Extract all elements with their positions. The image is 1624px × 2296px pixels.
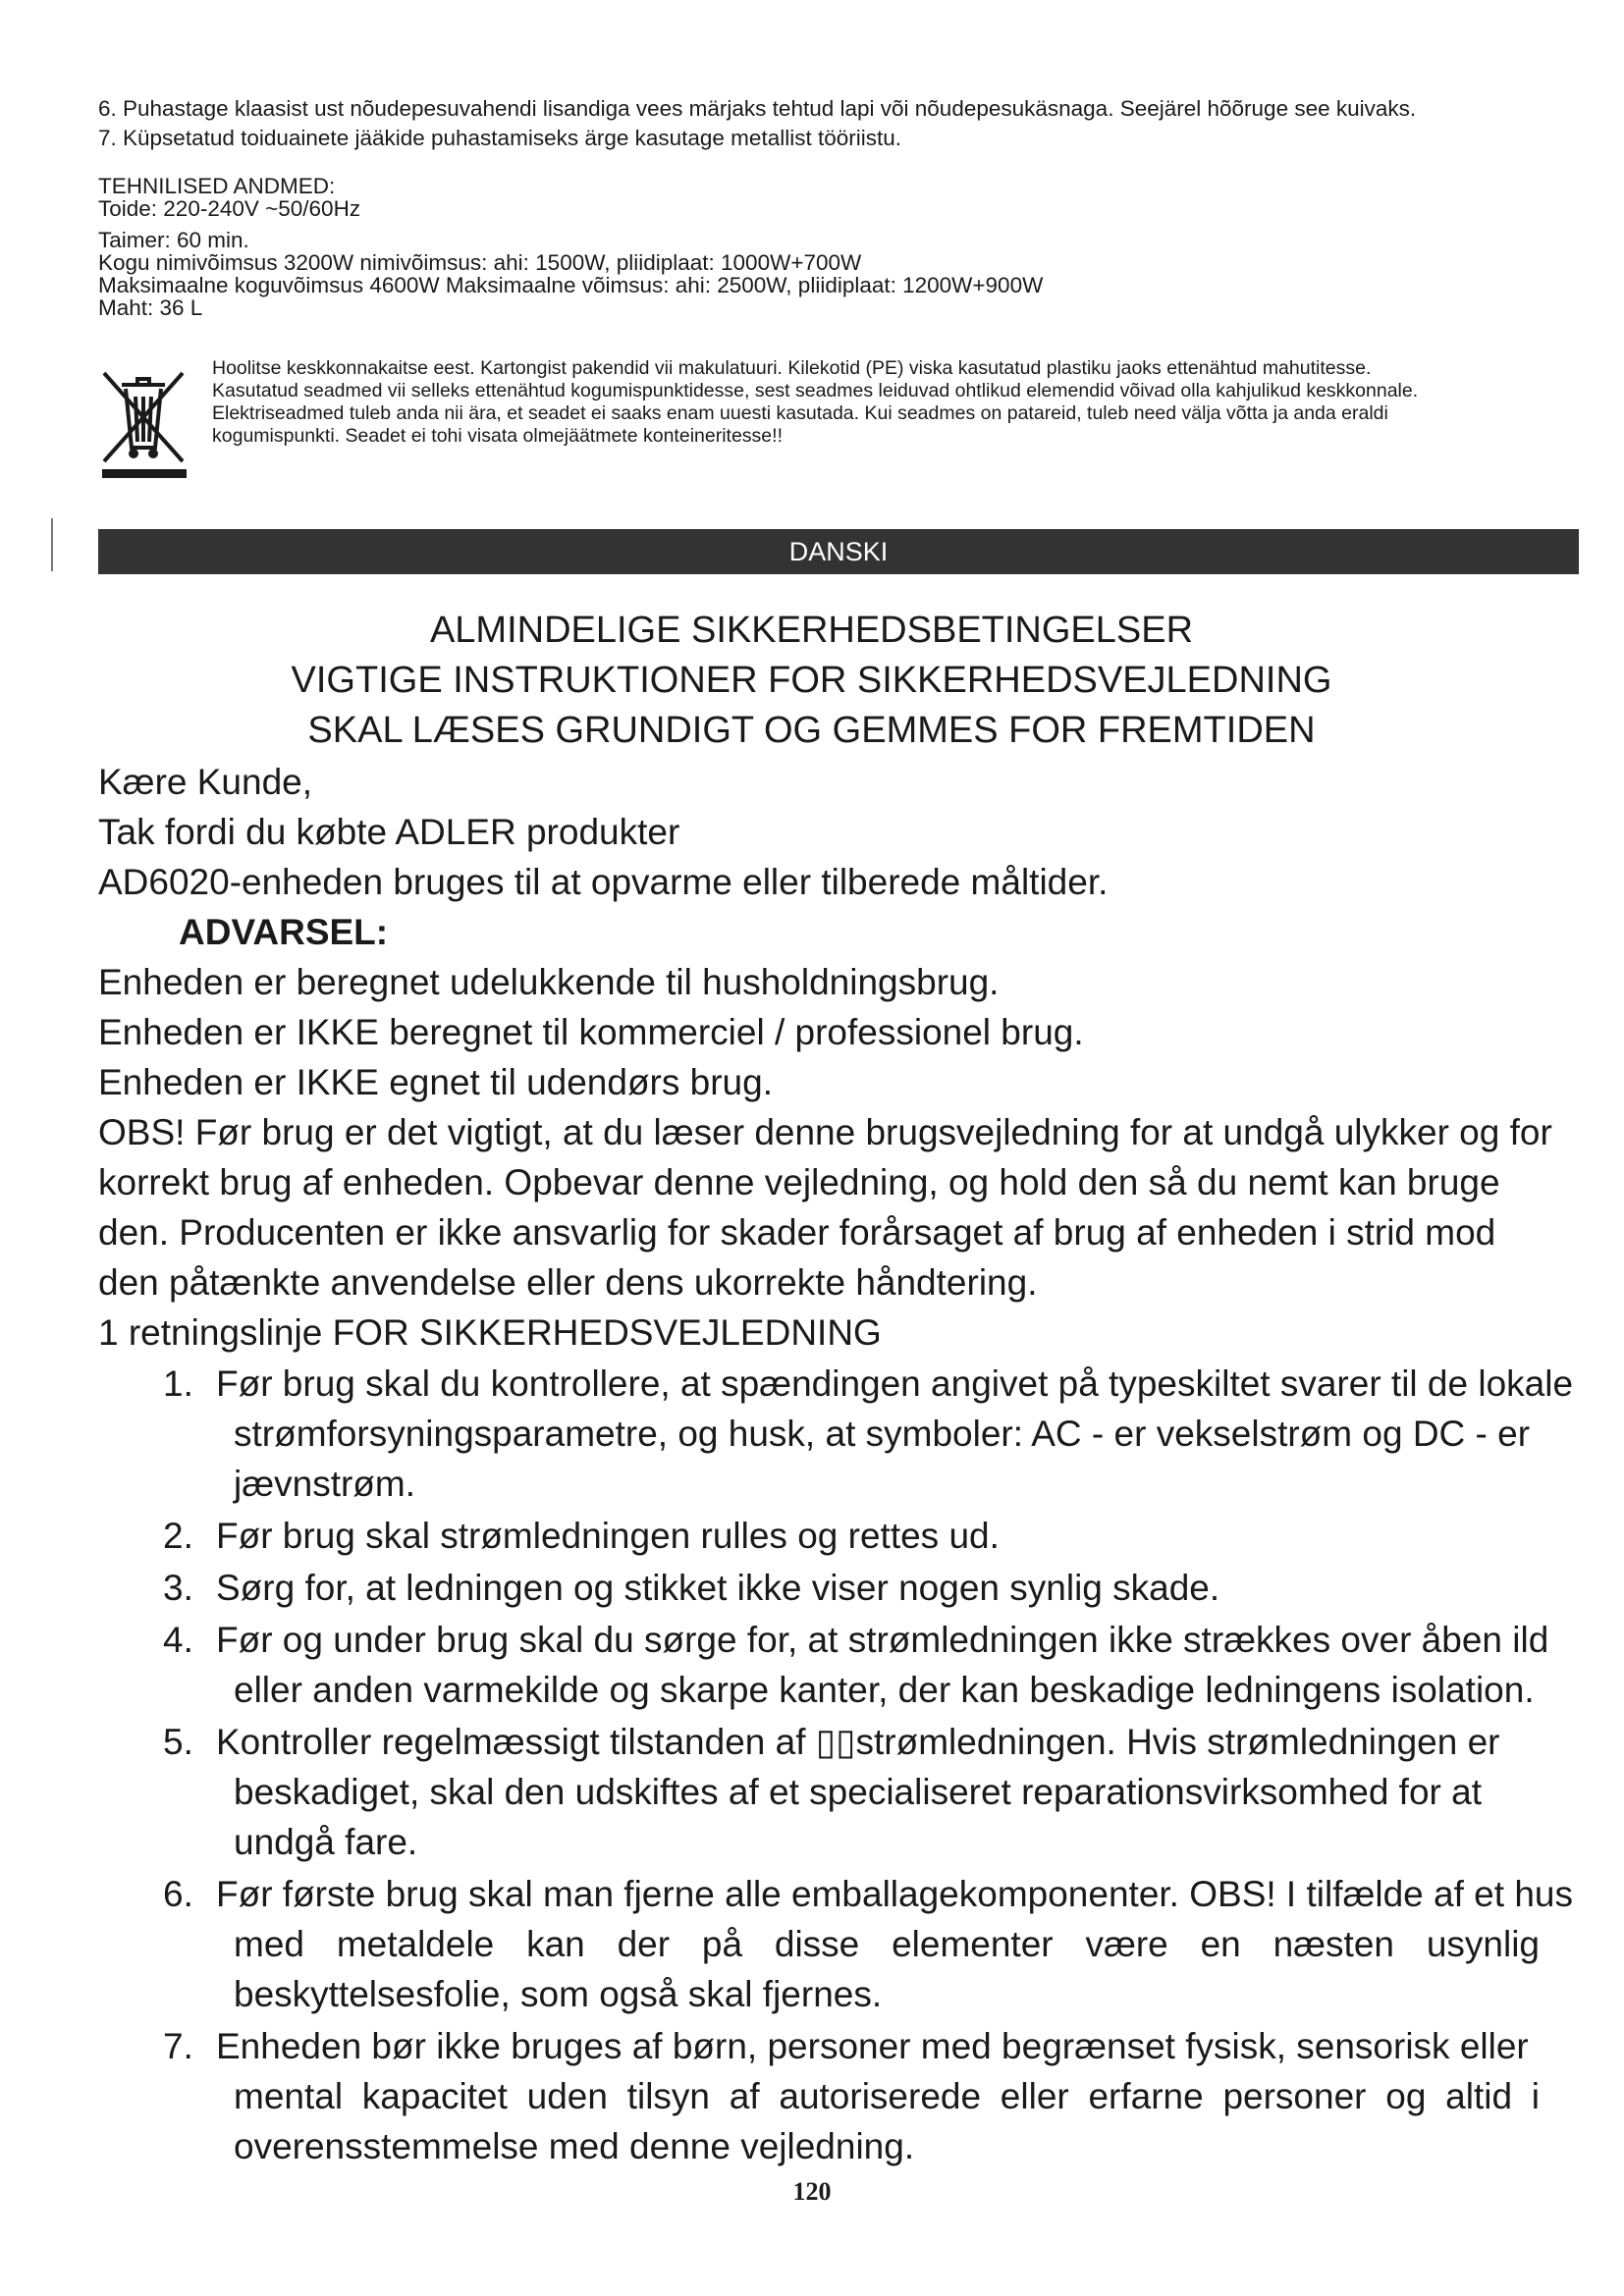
item-number: 7. [163,2026,193,2066]
list-item [98,1869,1571,2019]
page-number: 120 [792,2177,832,2206]
spec-line-capacity: Maht: 36 L [98,295,203,320]
heading-line-1: ALMINDELIGE SIKKERHEDSBETINGELSER [429,610,1194,651]
item-text: beskadiget, skal den udskiftes af et specialiseret reparationsvirksomhed for at [234,1772,1482,1812]
safety-headings [98,606,1525,756]
item-number: 4. [163,1620,193,1660]
item-number: 3. [163,1568,193,1608]
cleaning-step-7: 7. Küpsetatud toiduainete jääkide puhastamiseks ärge kasutage metallist tööriistu. [98,126,901,150]
usage-line: Enheden er IKKE egnet til udendørs brug. [98,1062,773,1102]
list-item [98,2021,1571,2171]
spec-line-timer: Taimer: 60 min. [98,228,249,252]
item-text: Kontroller regelmæssigt tilstanden af ▯▯strømledningen. Hvis strømledningen er [216,1722,1500,1762]
list-item [98,1563,1571,1613]
list-item [98,1511,1571,1561]
spec-line-max-power: Maksimaalne koguvõimsus 4600W Maksimaalne võimsus: ahi: 2500W, pliidiplaat: 1200W+900W [98,273,1044,297]
list-item [98,1717,1571,1867]
heading-line-3: SKAL LÆSES GRUNDIGT OG GEMMES FOR FREMTIDEN [307,710,1316,751]
list-item [98,1615,1571,1715]
thanks-line: Tak fordi du købte ADLER produkter [98,812,680,852]
usage-line: Enheden er beregnet udelukkende til husholdningsbrug. [98,962,1000,1002]
list-item [98,1359,1574,1509]
heading-line-2: VIGTIGE INSTRUKTIONER FOR SIKKERHEDSVEJLEDNING [291,660,1332,701]
item-text: strømforsyningsparametre, og husk, at symboler: AC - er vekselstrøm og DC - er [234,1414,1531,1454]
language-banner: DANSKI [98,529,1579,574]
item-text: mental kapacitet uden tilsyn af autoriserede eller erfarne personer og altid i [234,2076,1540,2116]
item-text: Før brug skal du kontrollere, at spændingen angivet på typeskiltet svarer til de lokale [216,1363,1574,1404]
item-text: med metaldele kan der på disse elementer være en næsten usynlig [234,1924,1540,1964]
usage-line: Enheden er IKKE beregnet til kommerciel / professionel brug. [98,1012,1084,1052]
item-number: 6. [163,1874,193,1914]
purpose-line: AD6020-enheden bruges til at opvarme eller tilberede måltider. [98,862,1109,902]
intro-text [98,757,1561,1358]
cleaning-step-6: 6. Puhastage klaasist ust nõudepesuvahendi lisandiga vees märjaks tehtud lapi või nõudepesukäsnaga. Seejärel hõõruge see kuivaks. [98,96,1417,121]
technical-specs [98,175,1473,319]
item-text: jævnstrøm. [234,1464,415,1504]
cleaning-instructions-list [98,94,1542,153]
usage-line: korrekt brug af enheden. Opbevar denne vejledning, og hold den så du nemt kan bruge [98,1162,1500,1202]
weee-line: Kasutatud seadmed vii selleks ettenähtud kogumispunktidesse, sest seadmes leiduvad ohtlikud elemendid võivad olla kahjulikud keskkonnale. [212,380,1419,401]
usage-line: den. Producenten er ikke ansvarlig for skader forårsaget af brug af enheden i strid mod [98,1212,1496,1253]
weee-line: kogumispunkti. Seadet ei tohi visata olmejäätmete konteineritesse!! [212,425,783,447]
weee-line: Elektriseadmed tuleb anda nii ära, et seadet ei saaks enam uuesti kasutada. Kui seadmes on patareid, tuleb need välja võtta ja anda eraldi [212,402,1388,424]
weee-text [212,357,1557,448]
item-text: eller anden varmekilde og skarpe kanter, der kan beskadige ledningens isolation. [234,1670,1535,1710]
item-text: overensstemmelse med denne vejledning. [234,2126,915,2166]
warning-label: ADVARSEL: [179,912,389,952]
usage-line: den påtænkte anvendelse eller dens ukorrekte håndtering. [98,1262,1038,1303]
greeting: Kære Kunde, [98,762,313,802]
guideline-heading: 1 retningslinje FOR SIKKERHEDSVEJLEDNING [98,1312,882,1353]
item-number: 2. [163,1516,193,1556]
safety-instructions-list [98,1359,1574,2173]
spec-line-power: Toide: 220-240V ~50/60Hz [98,196,361,221]
item-text: beskyttelsesfolie, som også skal fjernes. [234,1974,883,2014]
item-text: Før brug skal strømledningen rulles og rettes ud. [216,1516,1000,1556]
item-number: 1. [163,1363,193,1404]
margin-line [51,518,53,571]
spec-line-rated-power: Kogu nimivõimsus 3200W nimivõimsus: ahi: 1500W, pliidiplaat: 1000W+700W [98,250,862,275]
usage-line: OBS! Før brug er det vigtigt, at du læser denne brugsvejledning for at undgå ulykker og for [98,1112,1552,1152]
item-text: Enheden bør ikke bruges af børn, personer med begrænset fysisk, sensorisk eller [216,2026,1529,2066]
item-text: Sørg for, at ledningen og stikket ikke viser nogen synlig skade. [216,1568,1220,1608]
item-text: undgå fare. [234,1822,418,1862]
weee-line: Hoolitse keskkonnakaitse eest. Kartongist pakendid vii makulatuuri. Kilekotid (PE) viska kasutatud plastiku jaoks ettenähtud mahutitesse. [212,357,1372,379]
specs-heading: TEHNILISED ANDMED: [98,174,336,198]
item-text: Før første brug skal man fjerne alle emballagekomponenter. OBS! I tilfælde af et hus [216,1874,1573,1914]
item-number: 5. [163,1722,193,1762]
crossed-out-bin-icon [98,363,189,481]
item-text: Før og under brug skal du sørge for, at strømledningen ikke strækkes over åben ild [216,1620,1549,1660]
